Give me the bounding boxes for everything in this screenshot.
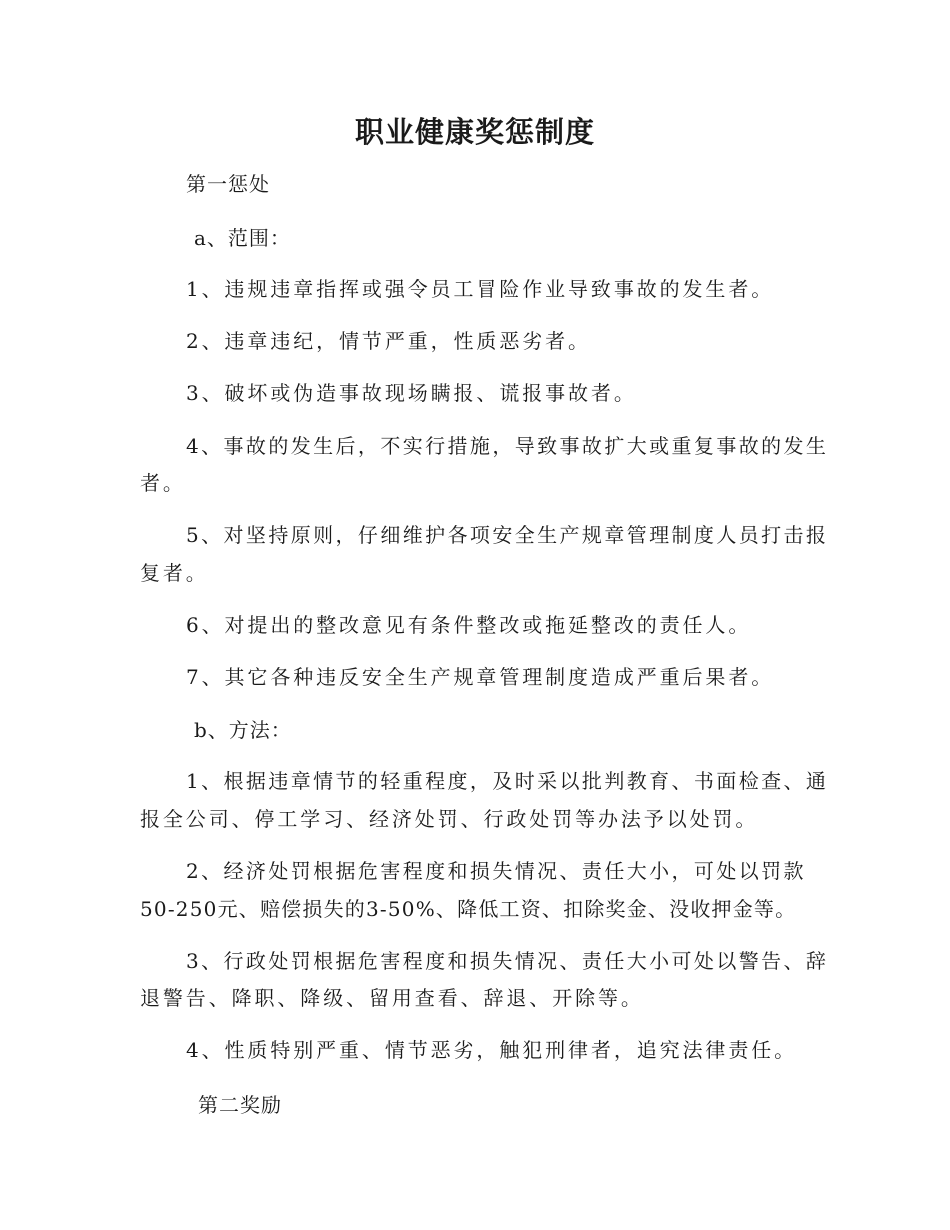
scope-item-3: 3、破坏或伪造事故现场瞒报、谎报事故者。: [186, 381, 637, 405]
part-a-heading: a、范围：: [194, 226, 291, 250]
scope-item-7: 7、其它各种违反安全生产规章管理制度造成严重后果者。: [186, 665, 775, 689]
section-heading-penalty: 第一惩处: [186, 172, 270, 196]
scope-item-4-line-2: 者。: [140, 471, 186, 495]
scope-item-6: 6、对提出的整改意见有条件整改或拖延整改的责任人。: [186, 613, 752, 637]
method-item-3-line-1: 3、行政处罚根据危害程度和损失情况、责任大小可处以警告、辞: [186, 949, 829, 973]
method-item-2-line-1: 2、经济处罚根据危害程度和损失情况、责任大小，可处以罚款: [186, 859, 806, 883]
method-item-3-line-2: 退警告、降职、降级、留用查看、辞退、开除等。: [140, 986, 644, 1010]
scope-item-2: 2、违章违纪，情节严重，性质恶劣者。: [186, 329, 591, 353]
scope-item-4-line-1: 4、事故的发生后，不实行措施，导致事故扩大或重复事故的发生: [186, 434, 829, 458]
scope-item-5-line-2: 复者。: [140, 561, 209, 585]
method-item-1-line-2: 报全公司、停工学习、经济处罚、行政处罚等办法予以处罚。: [140, 807, 759, 831]
scope-item-1: 1、违规违章指挥或强令员工冒险作业导致事故的发生者。: [186, 277, 775, 301]
scope-item-5-line-1: 5、对坚持原则，仔细维护各项安全生产规章管理制度人员打击报: [186, 523, 829, 547]
method-item-2-line-2: 50-250元、赔偿损失的3-50%、降低工资、扣除奖金、没收押金等。: [140, 897, 797, 921]
method-item-4: 4、性质特别严重、情节恶劣，触犯刑律者，追究法律责任。: [186, 1038, 798, 1062]
method-item-1-line-1: 1、根据违章情节的轻重程度，及时采以批判教育、书面检查、通: [186, 769, 829, 793]
part-b-heading: b、方法：: [194, 718, 292, 742]
section-heading-reward: 第二奖励: [198, 1093, 282, 1117]
document-title: 职业健康奖惩制度: [354, 115, 595, 149]
